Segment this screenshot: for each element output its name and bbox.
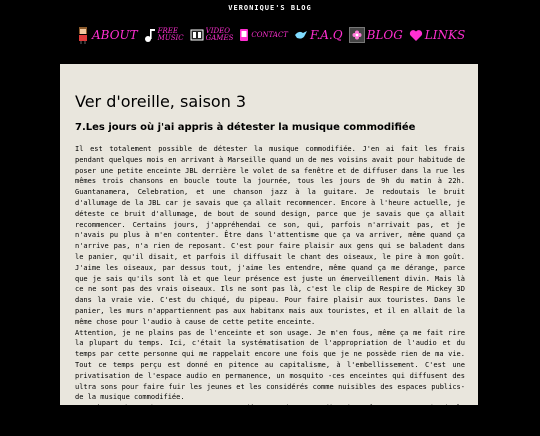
article-paragraph: Il est totalement possible de détester la musique commodifiée. J'en ai fait les frais pendant quelques mois en arrivant à Marseille quand un de mes voisins avait pour habitude de poser une petite enceinte JBL derrière le volet de sa fenêtre et de diffuser dans la rue les mêmes trois chansons en boucle toute la journée, tous les jours de 9h du matin à 22h. Guantanamera, Celebration, et une chanson jazz à la guitare. Je redoutais le bruit d'allumage de la JBL car je savais que ça allait recommencer. Encore à l'heure actuelle, je déteste ce bruit d'allumage, de bout de sound design, parce que je savais que ça allait recommencer. Certains jours, j'appréhendai ce son, qui, parfois n'arrivait pas, et je n'avais pu plus à m'en contenter. Être dans l'attentisme que ça va arriver, même quand ça n'arrive pas, n'a rien de reposant. C'est pour faire plaisir aux gens qui se baladent dans le panier, qu'il disait, et parfois il diffusait le chant des oiseaux, le pire à mon goût. J'aime les oiseaux, par dessus tout, j'aime les entendre, même quand ça me dérange, parce que je sais qu'ils sont là et que leur présence est juste un émerveillement divin. Mais là ce ne sont pas des vrais oiseaux. Ils ne sont pas là, c'est le clip de Respire de Mickey 3D dans la vraie vie. C'est du chiqué, du pipeau. Pour faire plaisir aux touristes. Dans le panier, les murs n'appartiennent pas aux habitanx mais aux touristes, et il en allait de la même chose pour l'audio à cause de cette petite enceinte. — [75, 145, 465, 326]
nav-label-music-line2: MUSIC — [157, 34, 184, 42]
nav-label-music — [158, 28, 184, 42]
main-nav — [76, 22, 465, 48]
nav-label-videos — [206, 28, 234, 42]
nav-item-contact[interactable] — [239, 28, 288, 42]
article-paragraph: Attention, je ne plains pas de l'enceinte et son usage. Je m'en fous, même ça me fait rire la plupart du temps. Ici, c'était la systématisation de l'appropriation de l'audio et du temps par cette personne qui me rappelait encore une fois que je ne possède rien de ma vie. Tout ce temps perçu est donné en pitence au capitalisme, à l'embellissement. C'est une privatisation de l'espace audio en permanence, un mosquito -ces enceintes qui diffusent des ultra sons pour faire fuir les jeunes et les considérés comme nuisibles des espaces publics- de la musique commodifiée. — [75, 328, 465, 402]
heart-icon — [409, 29, 423, 42]
film-icon — [190, 28, 204, 42]
nav-item-blog[interactable] — [349, 27, 403, 43]
post-subtitle: 7.Les jours où j'ai appris à détester la musique commodifiée — [75, 122, 416, 133]
nav-label-music-line1: FREE — [157, 27, 179, 35]
nav-item-about[interactable] — [76, 26, 138, 44]
site-logo[interactable]: VERONIQUE'S BLOG — [228, 4, 312, 12]
article-body — [75, 144, 465, 436]
nav-item-links[interactable] — [409, 28, 465, 42]
phone-icon — [239, 28, 249, 42]
girl-icon — [76, 26, 90, 44]
article-paragraph: Face à ça, je crois que ma rage est entière. Ceci, cet audio, je refuse que ça soit de la musique. Ça pourrait être n'importe quelle chanson, je m'en fiche, mais je refuse que cet audio que je considère musique soit ça, soit ce qui est. — [75, 404, 465, 434]
nav-label-contact: CONTACT — [251, 30, 288, 39]
flower-icon — [349, 27, 365, 43]
nav-item-videos[interactable] — [190, 28, 234, 42]
nav-label-faq: F.A.Q — [309, 28, 343, 42]
nav-label-videos-line1: VIDEO — [205, 27, 230, 35]
page-title: Ver d'oreille, saison 3 — [75, 92, 247, 111]
nav-item-music[interactable] — [144, 28, 184, 42]
content-panel — [60, 64, 478, 434]
nav-label-blog: BLOG — [366, 28, 403, 42]
music-note-icon — [144, 28, 156, 42]
bird-icon — [294, 29, 308, 41]
nav-label-links: LINKS — [424, 28, 466, 42]
nav-label-videos-line2: GAMES — [205, 34, 234, 42]
nav-item-faq[interactable] — [294, 28, 343, 42]
nav-label-about: ABOUT — [92, 28, 138, 42]
